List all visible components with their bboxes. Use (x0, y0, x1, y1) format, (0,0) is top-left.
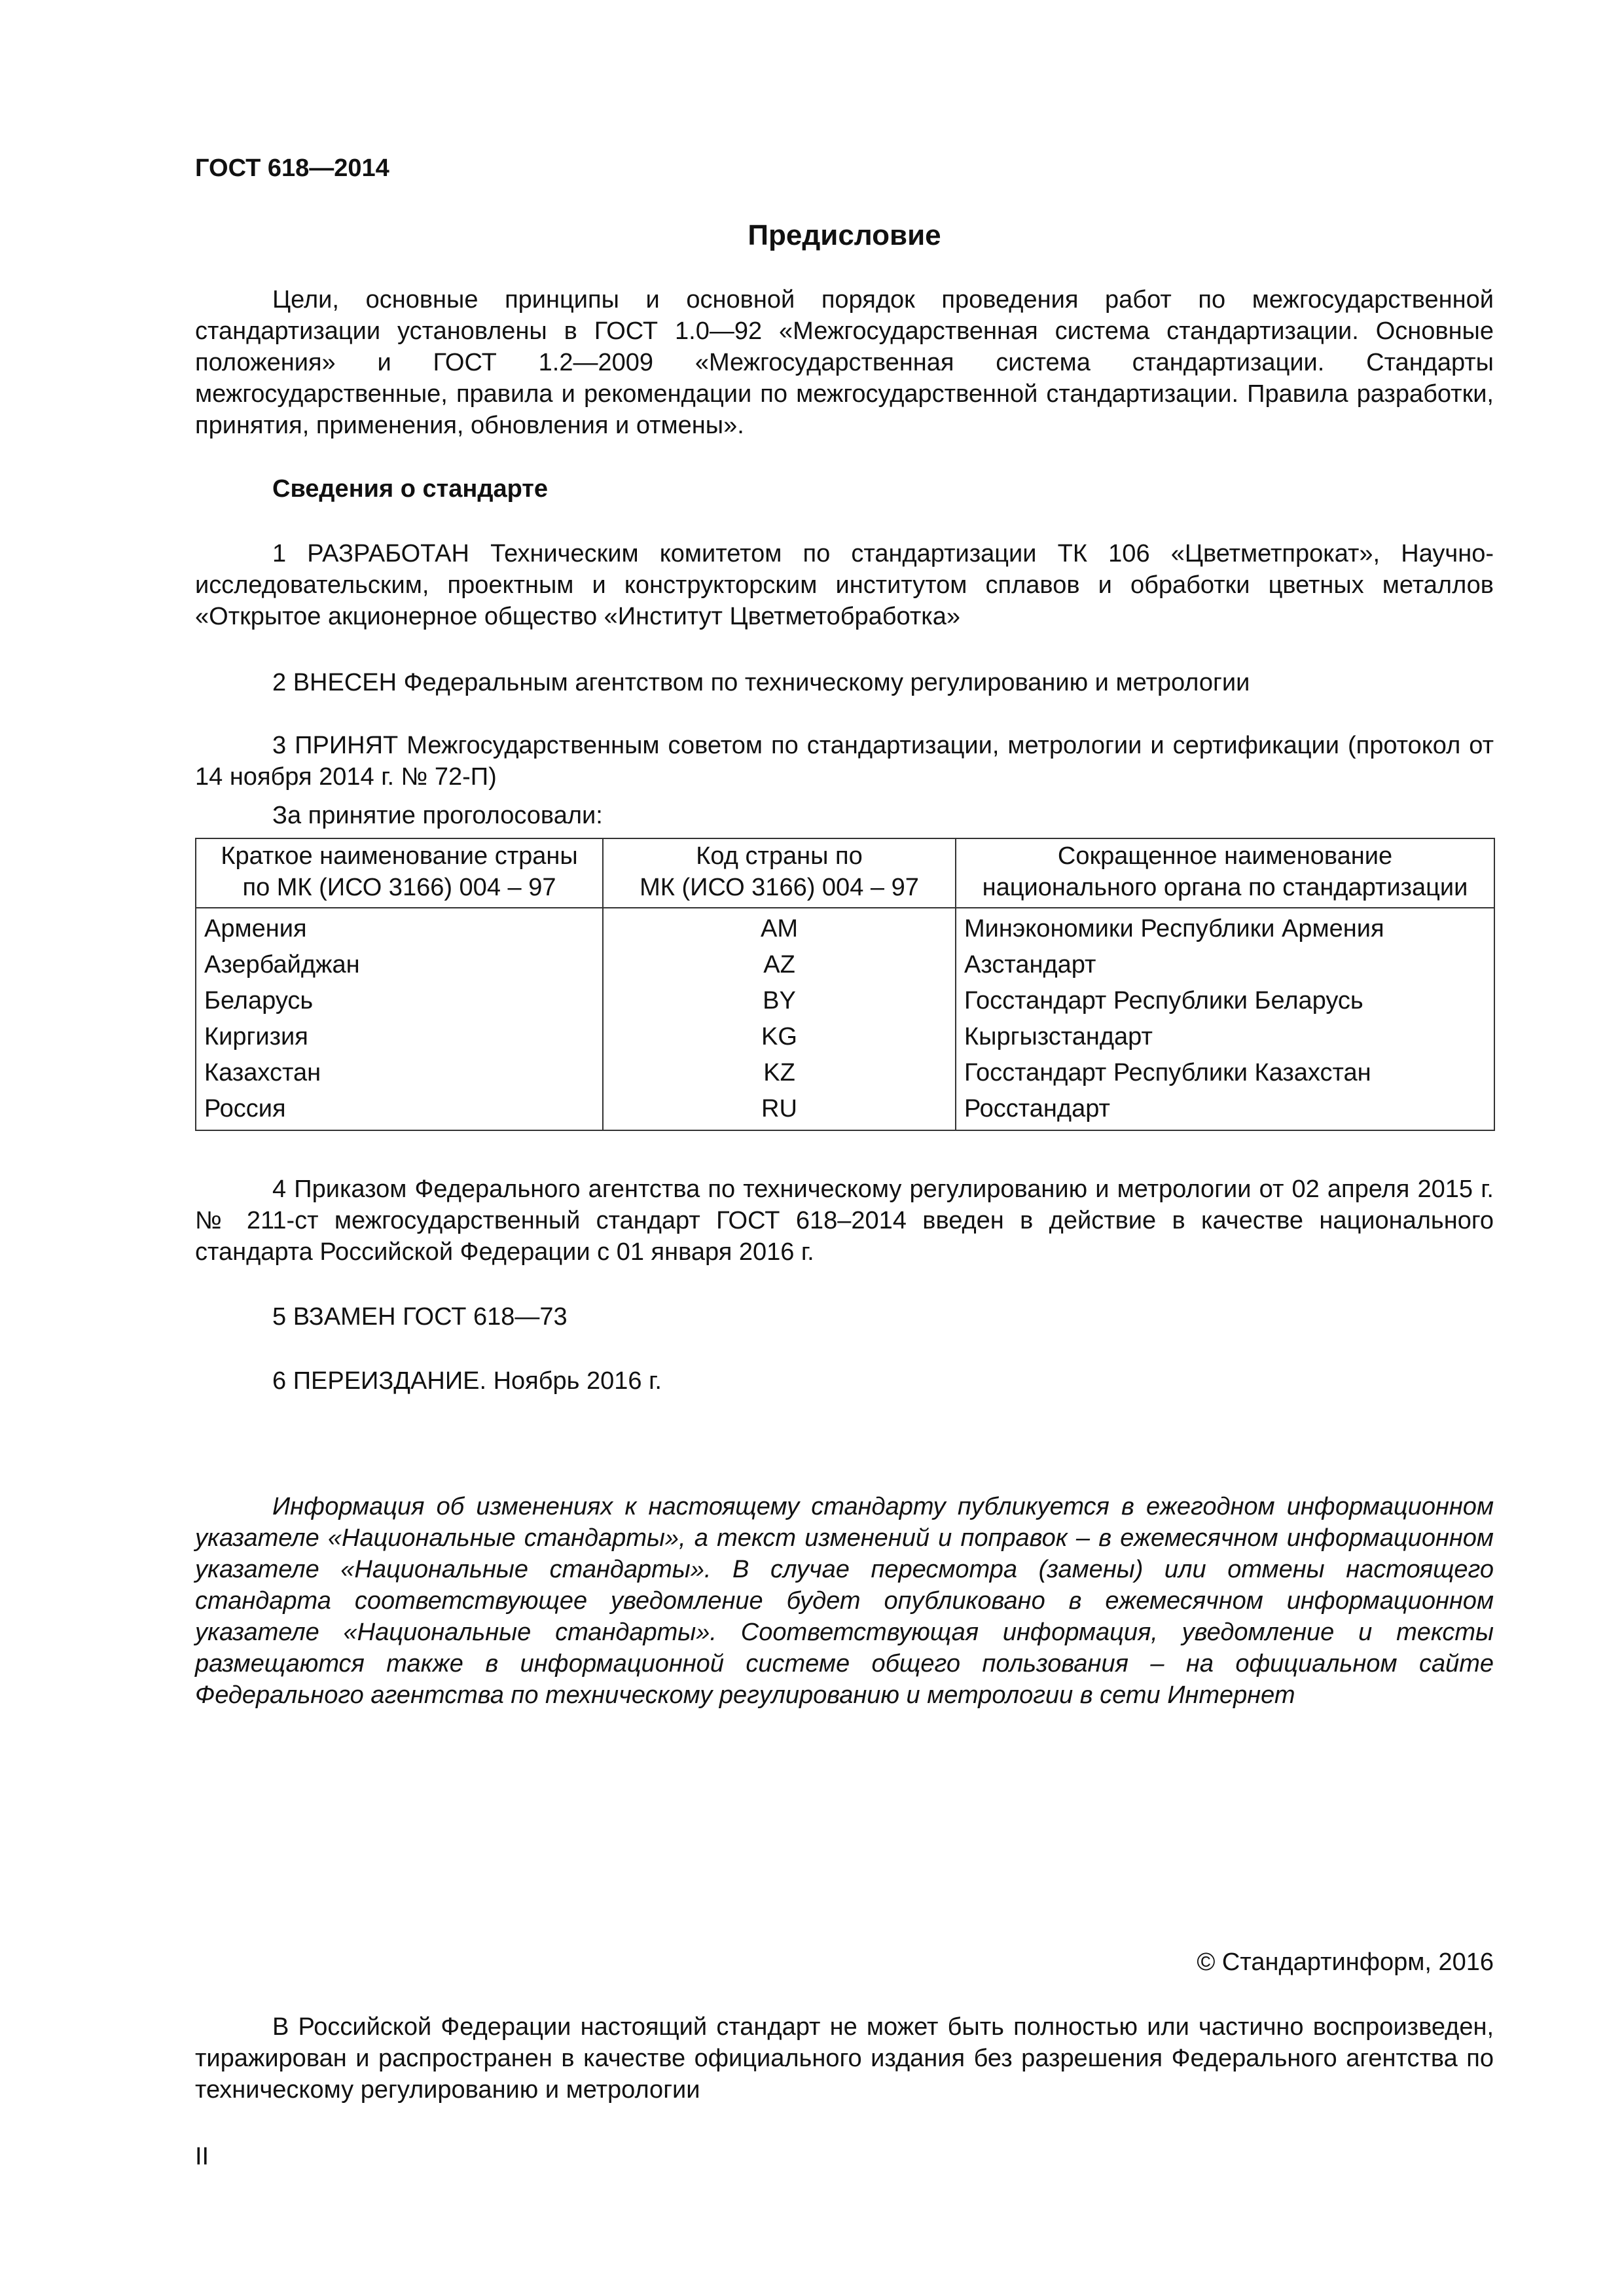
country-cell: Казахстан (196, 1055, 603, 1091)
document-page (195, 0, 1494, 2296)
item-adopted: 3 ПРИНЯТ Межгосударственным советом по стандартизации, метрологии и сертификации (протокол от 14 ноября 2014 г. № 72-П) (195, 732, 1494, 791)
vote-label: За принятие проголосовали: (272, 802, 603, 829)
body-cell: Азстандарт (956, 947, 1494, 983)
country-cell: Беларусь (196, 983, 603, 1019)
body-cell: Кыргызстандарт (956, 1019, 1494, 1055)
column-header-country: Краткое наименование страны по МК (ИСО 3166) 004 – 97 (196, 838, 603, 908)
table-row (196, 983, 1494, 1019)
code-cell: RU (603, 1091, 956, 1130)
item-reissue: 6 ПЕРЕИЗДАНИЕ. Ноябрь 2016 г. (272, 1367, 662, 1395)
country-cell: Азербайджан (196, 947, 603, 983)
section-heading: Сведения о стандарте (272, 475, 549, 503)
body-cell: Госстандарт Республики Казахстан (956, 1055, 1494, 1091)
code-cell: AZ (603, 947, 956, 983)
country-cell: Киргизия (196, 1019, 603, 1055)
page-number: II (195, 2143, 209, 2170)
table-row (196, 1091, 1494, 1130)
intro-paragraph: Цели, основные принципы и основной порядок проведения работ по межгосударственной стандартизации установлены в ГОСТ 1.0—92 «Межгосударственная система стандартизации. Основные положения» и ГОСТ 1.2—2009 «Межгосударственная система стандартизации. Стандарты межгосударственные, правила и рекомендации по межгосударственной стандартизации. Правила разработки, принятия, применения, обновления и отмены». (195, 286, 1494, 439)
changes-notice: Информация об изменениях к настоящему стандарту публикуется в ежегодном информационном указателе «Национальные стандарты», а текст изменений и поправок – в ежемесячном информационном указателе «Национальные стандарты». В случае пересмотра (замены) или отмены настоящего стандарта соответствующее уведомление будет опубликовано в ежемесячном информационном указателе «Национальные стандарты». Соответствующая информация, уведомление и тексты размещаются также в информационной системе общего пользования – на официальном сайте Федерального агентства по техническому регулированию и метрологии в сети Интернет (195, 1493, 1494, 1709)
item-enacted: 4 Приказом Федерального агентства по техническому регулированию и метрологии от 02 апреля 2015 г. № 211-ст межгосударственный стандарт ГОСТ 618–2014 введен в действие в качестве национального стандарта Российской Федерации с 01 января 2016 г. (195, 1175, 1494, 1266)
table-row (196, 947, 1494, 983)
document-code: ГОСТ 618—2014 (195, 154, 389, 182)
table-row (196, 1055, 1494, 1091)
table-header-row (196, 838, 1494, 908)
copyright-line: © Стандартинформ, 2016 (1197, 1948, 1494, 1976)
column-header-body: Сокращенное наименование национального органа по стандартизации (956, 838, 1494, 908)
table-row (196, 908, 1494, 947)
body-cell: Госстандарт Республики Беларусь (956, 983, 1494, 1019)
code-cell: BY (603, 983, 956, 1019)
item-replaces: 5 ВЗАМЕН ГОСТ 618—73 (272, 1303, 568, 1331)
code-cell: KG (603, 1019, 956, 1055)
vote-table (195, 838, 1495, 1131)
page-title: Предисловие (748, 219, 941, 251)
table-row (196, 1019, 1494, 1055)
column-header-code: Код страны по МК (ИСО 3166) 004 – 97 (603, 838, 956, 908)
code-cell: KZ (603, 1055, 956, 1091)
code-cell: AM (603, 908, 956, 947)
country-cell: Армения (196, 908, 603, 947)
item-developed: 1 РАЗРАБОТАН Техническим комитетом по стандартизации ТК 106 «Цветметпрокат», Научно-исследовательским, проектным и конструкторским институтом сплавов и обработки цветных металлов «Открытое акционерное общество «Институт Цветметобработка» (195, 540, 1494, 630)
country-cell: Россия (196, 1091, 603, 1130)
item-introduced: 2 ВНЕСЕН Федеральным агентством по техническому регулированию и метрологии (272, 669, 1250, 696)
reproduction-notice: В Российской Федерации настоящий стандарт не может быть полностью или частично воспроизведен, тиражирован и распространен в качестве официального издания без разрешения Федерального агентства по техническому регулированию и метрологии (195, 2013, 1494, 2104)
body-cell: Росстандарт (956, 1091, 1494, 1130)
body-cell: Минэкономики Республики Армения (956, 908, 1494, 947)
